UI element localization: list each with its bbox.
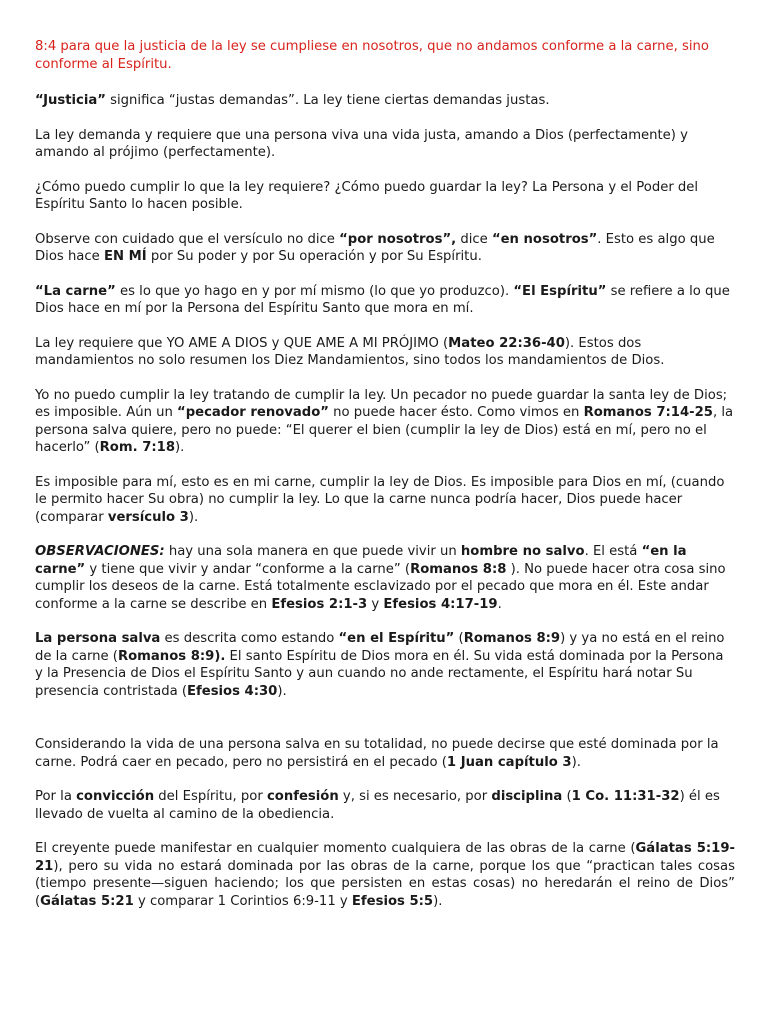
text-run: se refiere a lo que Dios hace en mí por la Persona del Espíritu Santo que mora en mí. bbox=[35, 283, 730, 316]
bold-text: Efesios 4:30 bbox=[187, 683, 278, 699]
text-run: ( bbox=[454, 631, 464, 646]
text-run: ¿Cómo puedo cumplir lo que la ley requiere? ¿Cómo puedo guardar la ley? La Persona y el Poder del Espíritu Santo lo hacen posible. bbox=[35, 179, 699, 212]
bold-text: convicción bbox=[76, 789, 155, 804]
paragraph-observaciones bbox=[35, 543, 735, 613]
text-run: ( bbox=[562, 789, 572, 804]
text-run: ). Estos dos mandamientos no solo resumen los Diez Mandamientos, sino todos los mandamientos de Dios. bbox=[35, 335, 665, 368]
bold-text: Romanos 8:9 bbox=[463, 631, 561, 646]
bold-text: “La carne” bbox=[35, 283, 116, 299]
bold-text: “pecador renovado” bbox=[177, 405, 329, 420]
text-run: Observe con cuidado que el versículo no dice bbox=[35, 231, 340, 247]
text-run: es lo que yo hago en y por mí mismo (lo que yo produzco). bbox=[115, 283, 514, 299]
bold-text: Efesios 5:5 bbox=[351, 893, 434, 909]
bold-text: “El Espíritu” bbox=[513, 283, 607, 299]
text-run: Por la bbox=[35, 789, 77, 804]
text-run: ). bbox=[175, 440, 185, 455]
text-run: y bbox=[367, 596, 384, 612]
paragraph-ley-requiere bbox=[35, 335, 735, 370]
paragraph-como-cumplir bbox=[35, 179, 735, 214]
bold-text: versículo 3 bbox=[107, 509, 189, 525]
bold-text: EN MÍ bbox=[103, 249, 147, 264]
text-run: y, si es necesario, por bbox=[338, 789, 492, 804]
paragraph-considerando bbox=[35, 736, 735, 771]
bold-text: Gálatas 5:21 bbox=[40, 893, 134, 909]
bold-text: confesión bbox=[266, 789, 339, 804]
text-run: ) él es llevado de vuelta al camino de la obediencia. bbox=[35, 789, 720, 822]
text-run: Considerando la vida de una persona salva en su totalidad, no puede decirse que esté dominada por la carne. Podrá caer en pecado, pero no persistirá en el pecado ( bbox=[35, 737, 719, 770]
bold-text: Romanos 8:9). bbox=[117, 648, 226, 664]
paragraph-justicia bbox=[35, 92, 735, 110]
text-run: del Espíritu, por bbox=[154, 789, 267, 804]
paragraph-conviccion bbox=[35, 788, 735, 823]
text-run: es descrita como estando bbox=[160, 631, 339, 646]
bold-text: 1 Juan capítulo 3 bbox=[446, 754, 572, 770]
bold-text: “en la carne” bbox=[35, 544, 687, 577]
verse-heading: 8:4 para que la justicia de la ley se cumpliese en nosotros, que no andamos conforme a la carne, sino conforme al Espíritu. bbox=[35, 39, 709, 72]
text-run: y comparar 1 Corintios 6:9-11 y bbox=[133, 893, 352, 909]
bold-text: La persona salva bbox=[35, 631, 161, 646]
bold-italic-text: OBSERVACIONES: bbox=[35, 544, 165, 559]
bold-text: “en el Espíritu” bbox=[338, 631, 455, 646]
text-run: El creyente puede manifestar en cualquier momento cualquiera de las obras de la carne ( bbox=[35, 841, 636, 856]
text-run: La ley requiere que YO AME A DIOS y QUE AME A MI PRÓJIMO ( bbox=[35, 335, 449, 351]
text-run: ), pero su vida no estará dominada por las obras de la carne, porque los que “practican tales cosas (tiempo presente—siguen haciendo; los que persisten en estas cosas) no heredarán el reino de Dios” ( bbox=[35, 858, 735, 909]
text-run: . bbox=[497, 596, 502, 612]
paragraph-imposible bbox=[35, 474, 735, 527]
bold-text: Mateo 22:36-40 bbox=[448, 335, 565, 351]
bold-text: 1 Co. 11:31-32 bbox=[571, 789, 680, 804]
text-run: ). bbox=[277, 683, 287, 699]
text-run: ) y ya no está en el reino de la carne ( bbox=[35, 631, 725, 664]
text-run: Es imposible para mí, esto es en mi carne, cumplir la ley de Dios. Es imposible para Dios en mí, (cuando le permito hacer Su obra) no cumplir la ley. Lo que la carne nunca podría hacer, Dios puede hacer (comparar bbox=[35, 474, 725, 525]
document-body bbox=[35, 38, 735, 927]
text-run: ). No puede hacer otra cosa sino cumplir los deseos de la carne. Está totalmente esclavizado por el pecado que mora en él. Este andar conforme a la carne se describe en bbox=[35, 561, 726, 612]
text-run: y tiene que vivir y andar “conforme a la carne” ( bbox=[85, 561, 411, 577]
paragraph-creyente bbox=[35, 840, 735, 910]
text-run: El santo Espíritu de Dios mora en él. Su vida está dominada por la Persona y la Presencia de Dios el Espíritu Santo y aun cuando no ande rectamente, el Espíritu hará notar Su presencia contristada ( bbox=[35, 648, 724, 699]
bold-text: “por nosotros”, bbox=[339, 231, 457, 247]
bold-text: Romanos 7:14-25 bbox=[583, 405, 713, 420]
text-run: La ley demanda y requiere que una persona viva una vida justa, amando a Dios (perfectamente) y amando al prójimo (perfectamente). bbox=[35, 127, 688, 160]
text-run: significa “justas demandas”. La ley tiene ciertas demandas justas. bbox=[105, 93, 550, 108]
bold-text: hombre no salvo bbox=[460, 544, 585, 559]
paragraph-la-carne bbox=[35, 283, 735, 318]
bold-text: Romanos 8:8 bbox=[410, 561, 507, 577]
text-run: ). bbox=[188, 509, 199, 525]
paragraph-list bbox=[35, 92, 735, 910]
bold-text: “en nosotros” bbox=[491, 231, 598, 247]
text-run: dice bbox=[456, 231, 492, 247]
bold-text: Efesios 4:17-19 bbox=[383, 596, 498, 612]
paragraph-no-puedo bbox=[35, 387, 735, 457]
text-run: . Esto es algo que Dios hace bbox=[35, 231, 715, 264]
text-run: ). bbox=[433, 893, 443, 909]
bold-text: Efesios 2:1-3 bbox=[271, 596, 368, 612]
paragraph-observe bbox=[35, 231, 735, 266]
bold-text: Rom. 7:18 bbox=[99, 440, 176, 455]
text-run: por Su poder y por Su operación y por Su Espíritu. bbox=[146, 249, 482, 264]
bold-text: “Justicia” bbox=[35, 93, 106, 108]
text-run: . El está bbox=[584, 544, 642, 559]
text-run: hay una sola manera en que puede vivir un bbox=[164, 544, 461, 559]
bold-text: Gálatas 5:19-21 bbox=[35, 841, 735, 874]
paragraph-persona-salva bbox=[35, 630, 735, 700]
paragraph-ley-demanda bbox=[35, 127, 735, 162]
text-run: , la persona salva quiere, pero no puede: “El querer el bien (cumplir la ley de Dios) está en mí, pero no el hacerlo” ( bbox=[35, 405, 734, 455]
text-run: ). bbox=[571, 754, 581, 770]
text-run: no puede hacer ésto. Como vimos en bbox=[328, 405, 584, 420]
bold-text: disciplina bbox=[491, 789, 563, 804]
text-run: Yo no puedo cumplir la ley tratando de cumplir la ley. Un pecador no puede guardar la santa ley de Dios; es imposible. Aún un bbox=[35, 387, 728, 420]
